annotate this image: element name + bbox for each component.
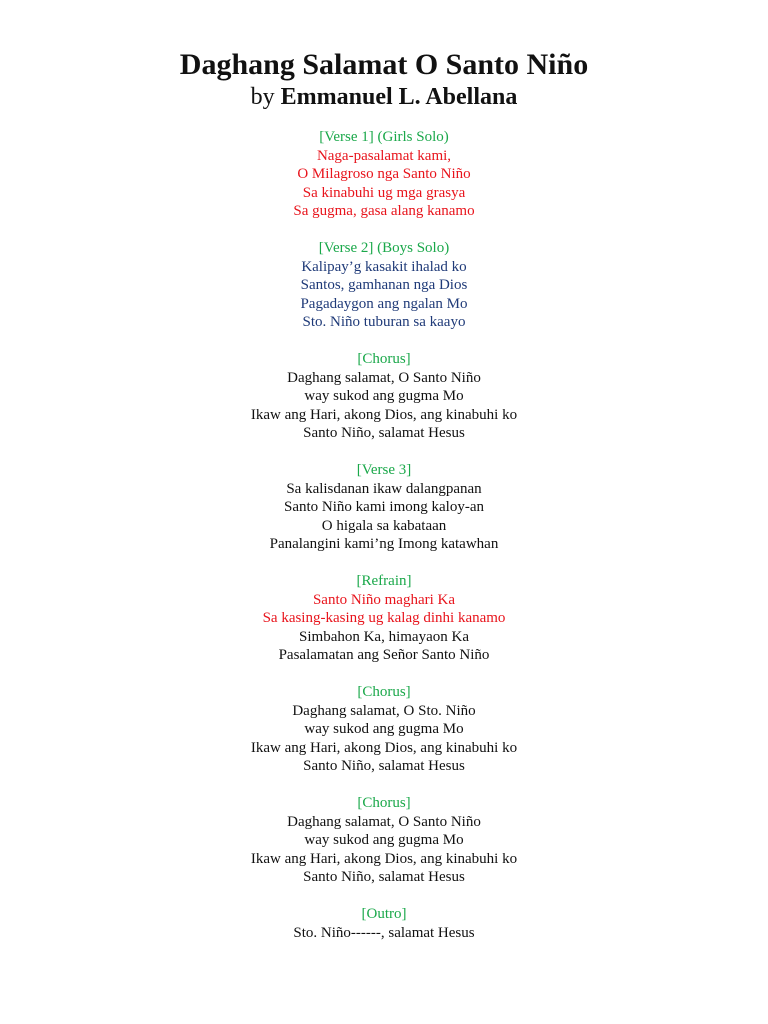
lyric-section: [0, 461, 768, 554]
section-heading: [Verse 3]: [356, 462, 412, 478]
lyric-line: Santo Niño, salamat Hesus: [303, 425, 465, 441]
song-title: Daghang Salamat O Santo Niño: [179, 48, 589, 81]
lyric-line: O Milagroso nga Santo Niño: [297, 166, 471, 182]
lyric-line: Santo Niño kami imong kaloy-an: [284, 499, 484, 515]
lyric-line: Pasalamatan ang Señor Santo Niño: [278, 647, 490, 663]
lyric-line: Sto. Niño tuburan sa kaayo: [302, 314, 466, 330]
byline-prefix: by: [250, 84, 275, 110]
lyric-line: way sukod ang gugma Mo: [304, 832, 464, 848]
lyric-line: Santo Niño, salamat Hesus: [303, 758, 465, 774]
section-heading: [Verse 1] (Girls Solo): [319, 129, 449, 145]
lyric-line: Daghang salamat, O Santo Niño: [287, 813, 481, 830]
lyric-line: Pagadaygon ang ngalan Mo: [300, 295, 468, 312]
section-heading: [Chorus]: [357, 795, 411, 811]
lyric-line: Simbahon Ka, himayaon Ka: [299, 628, 469, 645]
lyric-line: Santos, gamhanan nga Dios: [300, 277, 468, 293]
lyric-line: way sukod ang gugma Mo: [304, 721, 464, 737]
lyric-line: Daghang salamat, O Sto. Niño: [292, 702, 476, 719]
section-heading: [Refrain]: [356, 573, 412, 589]
lyric-line: Santo Niño maghari Ka: [312, 591, 456, 608]
lyric-line: Sa kasing-kasing ug kalag dinhi kanamo: [262, 610, 506, 626]
lyric-line: Sa kinabuhi ug mga grasya: [302, 184, 466, 201]
lyric-line: Naga-pasalamat kami,: [316, 147, 452, 164]
lyric-line: way sukod ang gugma Mo: [304, 388, 464, 404]
lyric-line: Daghang salamat, O Santo Niño: [287, 369, 481, 386]
lyric-line: Panalangini kami’ng Imong katawhan: [269, 536, 499, 552]
lyric-line: Ikaw ang Hari, akong Dios, ang kinabuhi ko: [250, 739, 518, 756]
section-heading: [Chorus]: [357, 351, 411, 367]
lyric-section: [0, 128, 768, 221]
lyric-section: [0, 350, 768, 443]
lyric-section: [0, 794, 768, 887]
lyric-section: [0, 905, 768, 942]
author-name: Emmanuel L. Abellana: [280, 84, 518, 110]
lyric-line: Ikaw ang Hari, akong Dios, ang kinabuhi ko: [250, 850, 518, 867]
section-heading: [Verse 2] (Boys Solo): [318, 240, 450, 256]
lyric-line: Kalipay’g kasakit ihalad ko: [301, 258, 467, 275]
lyric-line: Ikaw ang Hari, akong Dios, ang kinabuhi ko: [250, 406, 518, 423]
lyric-section: [0, 572, 768, 665]
section-heading: [Outro]: [361, 906, 407, 922]
lyric-line: Sto. Niño------, salamat Hesus: [293, 924, 475, 941]
lyric-section: [0, 683, 768, 776]
lyric-section: [0, 239, 768, 332]
byline: [0, 82, 768, 112]
lyrics-body: [0, 128, 768, 961]
lyric-line: O higala sa kabataan: [321, 517, 447, 534]
lyric-line: Sa gugma, gasa alang kanamo: [293, 203, 475, 219]
section-heading: [Chorus]: [357, 684, 411, 700]
lyric-line: Santo Niño, salamat Hesus: [303, 869, 465, 885]
lyric-line: Sa kalisdanan ikaw dalangpanan: [286, 480, 482, 497]
